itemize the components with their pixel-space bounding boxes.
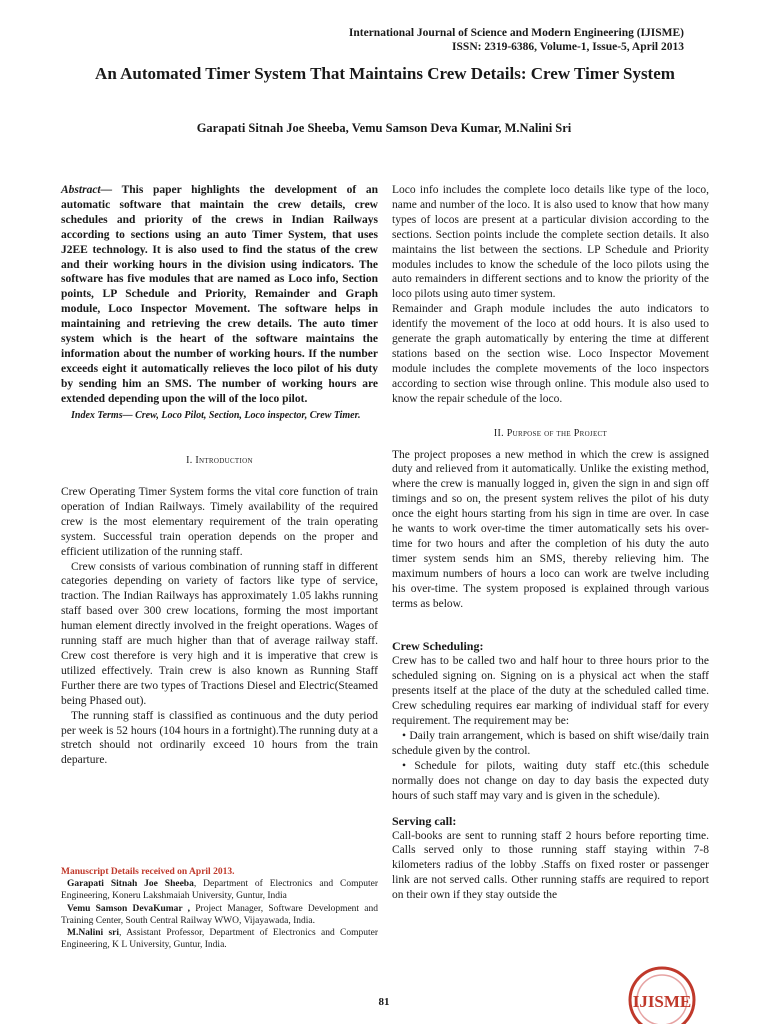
affiliation-name: M.Nalini sri	[67, 928, 120, 939]
serving-call-heading: Serving call:	[392, 813, 457, 828]
section-heading-introduction: I. Introduction	[186, 455, 253, 467]
affiliation-name: Vemu Samson DevaKumar ,	[67, 903, 191, 914]
author-affiliation-2	[61, 903, 378, 928]
logo-text: IJISME	[632, 992, 692, 1011]
crew-scheduling-bullet-2: • Schedule for pilots, waiting duty staff etc.(this schedule normally does not change on day to day basis the expected duty hours of such staff may vary and is given in the schedule).	[392, 759, 709, 802]
crew-scheduling-paragraph: Crew has to be called two and half hour to three hours prior to the scheduled signing on. Signing on is a physical act when the staff presents itself at the place of the duty at the scheduled called time. Crew scheduling requires ear marking of individual staff for every requirement. The requirement may be:	[392, 655, 709, 728]
author-affiliation-1	[61, 878, 378, 903]
intro-paragraph-2: Crew consists of various combination of running staff in different categories depending on variety of factors like type of service, traction. The Indian Railways has approximately 1.05 lakhs running staff based over 300 crew locations, forming the most important human element directly involved in the freight operations. Wages of running staff are much higher than that of average railway staff. Crew cost therefore is very high and it is imperative that crew is utilized effectively. Train crew is also known as Running Staff Further there are two types of Tractions Diesel and Electric(Steamed being Phased out).	[61, 560, 378, 707]
serving-call-paragraph: Call-books are sent to running staff 2 hours before reporting time. Calls served only to those running staff staying within 7-8 kilometers radius of the lobby .Staffs on fixed roster or passenger link are not served calls. Other running staffs are required to report on their own if they stay outside the	[392, 829, 709, 902]
abstract	[61, 183, 378, 407]
section-heading-purpose: II. Purpose of the Project	[493, 427, 608, 439]
crew-scheduling-heading: Crew Scheduling:	[392, 639, 484, 654]
ijisme-logo	[612, 962, 722, 1024]
intro-paragraph-1: Crew Operating Timer System forms the vital core function of train operation of Indian Railways. Timely availability of the required crew is the most elementary requirement of the train operating system. Successful train operation depends on the proper and efficient utilization of the running staff.	[61, 486, 378, 558]
issn-line: ISSN: 2319-6386, Volume-1, Issue-5, April 2013	[452, 41, 684, 53]
crew-scheduling-bullet-1: • Daily train arrangement, which is based on shift wise/daily train schedule given by the control.	[392, 730, 709, 757]
index-terms: Index Terms— Crew, Loco Pilot, Section, Loco inspector, Crew Timer.	[71, 409, 361, 421]
abstract-text: This paper highlights the development of an automatic software that maintain the crew details, crew schedules and priority of the crews in Indian Railways according to sections using an auto Timer System, that uses J2EE technology. It is also used to find the status of the crew and their working hours in the division using indicators. The software has five modules that are named as Loco info, Section points, LP Schedule and Priority, Remainder and Graph module, Loco Inspector Movement. The software helps in maintaining and retrieving the crew details. The auto timer system which is the heart of the software maintains the information about the number of working hours. If the number exceeds eight it automatically relieves the loco pilot of his duty by sending him an SMS. The number of working hours are extended depending upon the will of the loco pilot.	[61, 184, 378, 405]
modules-paragraph-2: Remainder and Graph module includes the auto indicators to identify the movement of the loco at odd hours. It is also used to generate the graph automatically by entering the time at different stations based on the section wise. Loco Inspector Movement module includes the complete movements of the loco inspectors according to section wise through online. This module also used to know the repair schedule of the loco.	[392, 303, 709, 405]
journal-name: International Journal of Science and Modern Engineering (IJISME)	[348, 27, 684, 39]
modules-paragraph-1: Loco info includes the complete loco details like type of the loco, name and number of the loco. It is also used to know that how many types of locos are present at a particular division according to the sections. Section points include the complete section details. It also maintains the list between the sections. LP Schedule and Priority modules includes to know the schedule of the loco pilots using the auto remainders in different sections and to know the priority of the loco pilots using auto timer system.	[392, 184, 709, 301]
right-column	[392, 183, 709, 903]
affiliation-details: , Department of Electronics and Computer Engineering, Koneru Lakshmaiah University, Guntur, India	[61, 879, 378, 902]
manuscript-heading: Manuscript Details received on April 2013.	[61, 867, 235, 877]
affiliation-name: Garapati Sitnah Joe Sheeba	[67, 879, 194, 889]
author-list: Garapati Sitnah Joe Sheeba, Vemu Samson Deva Kumar, M.Nalini Sri	[196, 121, 572, 135]
affiliation-details: Project Manager, Software Development and Training Center, South Central Railway WWO, Vijayawada, India.	[61, 903, 378, 926]
page-number: 81	[378, 996, 390, 1008]
manuscript-details	[61, 866, 378, 952]
intro-paragraph-3: The running staff is classified as continuous and the duty period per week is 52 hours (104 hours in a fortnight).The running duty at a stretch should not ordinarily exceed 10 hours from the train departure.	[61, 709, 378, 767]
abstract-label: Abstract—	[61, 184, 113, 196]
left-column	[61, 183, 378, 768]
paper-title: An Automated Timer System That Maintains Crew Details: Crew Timer System	[95, 64, 675, 83]
purpose-paragraph: The project proposes a new method in which the crew is assigned duty and relieved from it automatically. Unlike the existing method, where the crew is manually logged in, given the sign in and sign off timings and so on, the present system relives the pilot of his duty once the eight hours starting from his sign in time are over. In case he wants to work over-time the timer automatically sets his over-time for two hours and after the completion of his duty the auto timer system sends him an SMS, thereby relieving him. The maximum numbers of hours a loco can work are twelve including his over-time. The system proposed is explained through various terms as below.	[392, 448, 709, 610]
author-affiliation-3	[61, 927, 378, 952]
affiliation-details: , Assistant Professor, Department of Electronics and Computer Engineering, K L University, Guntur, India.	[61, 928, 378, 951]
